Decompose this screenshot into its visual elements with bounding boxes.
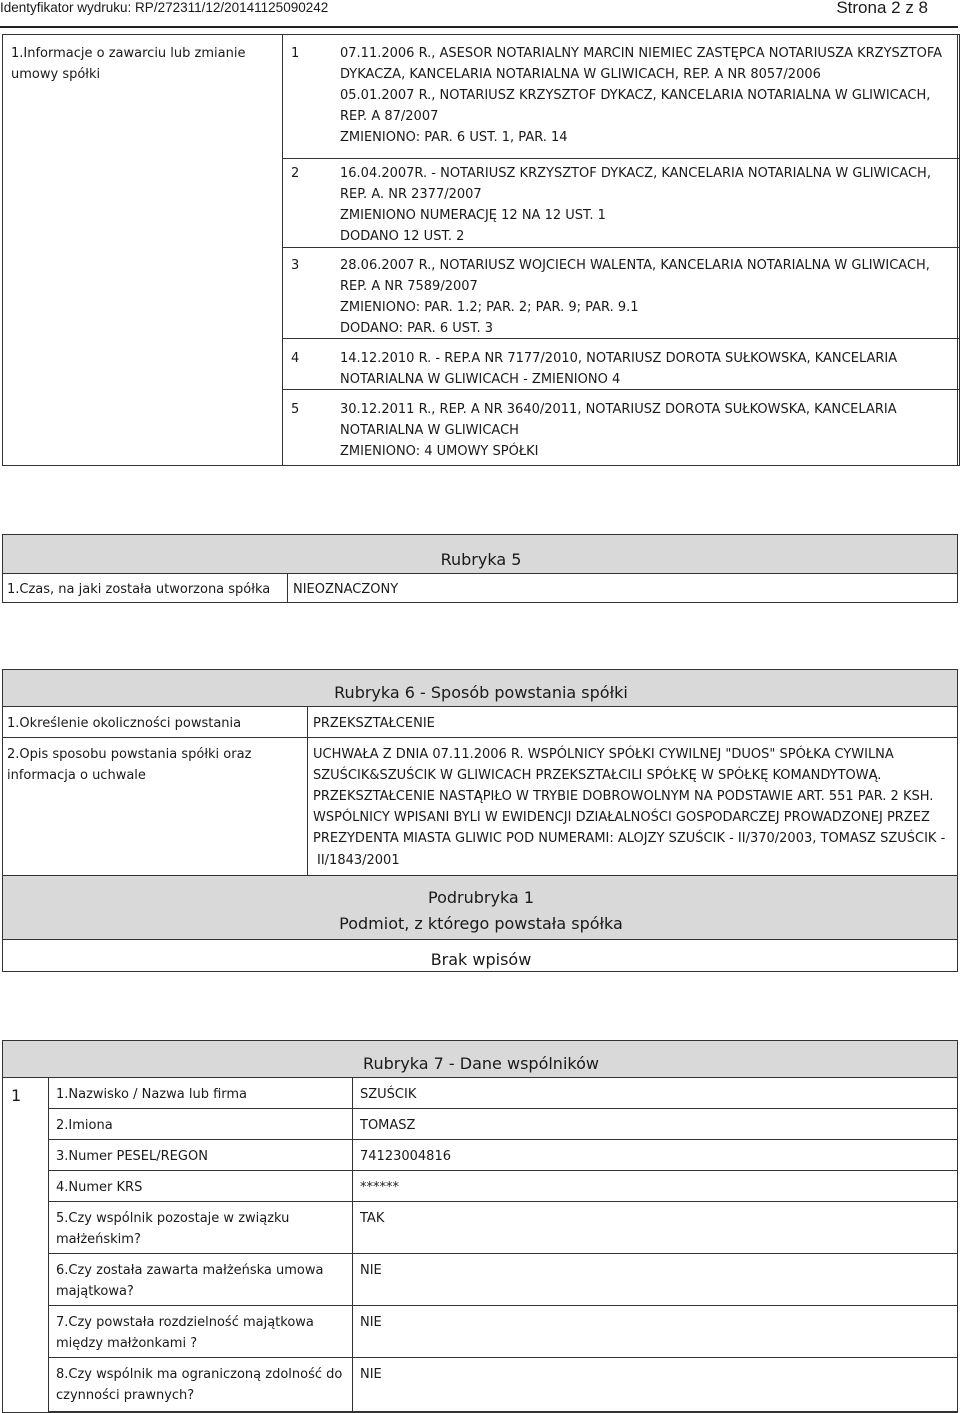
partner-field-divider [352,1171,353,1201]
rubryka5-title: Rubryka 5 [440,550,522,569]
partner-field-row [48,1254,957,1306]
partner-field-divider [352,1078,353,1108]
print-identifier: Identyfikator wydruku: RP/272311/12/20141125090242 [0,0,329,15]
rubryka7-partner-1 [2,1077,958,1413]
rubryka5-value: NIEOZNACZONY [293,582,399,597]
partner-number: 1 [11,1086,22,1105]
partner-field-row [48,1140,957,1171]
podrubryka1-subtitle: Podmiot, z którego powstała spółka [339,914,623,933]
partner-field-label: 3.Numer PESEL/REGON [56,1149,208,1164]
partner-field-value: TOMASZ [360,1118,416,1133]
entry-line: 05.01.2007 R., NOTARIUSZ KRZYSZTOF DYKACZ, KANCELARIA NOTARIALNA W GLIWICACH, [340,88,931,103]
entry-line: 07.11.2006 R., ASESOR NOTARIALNY MARCIN NIEMIEC ZASTĘPCA NOTARIUSZA KRZYSZTOFA [340,46,943,61]
entry-5 [282,389,960,466]
partner-field-label-cont: małżeńskim? [56,1232,141,1247]
partner-field-row [48,1358,957,1412]
rubryka6-row2-line: SZUŚCIK&SZUŚCIK W GLIWICACH PRZEKSZTAŁCILI SPÓŁKĘ W SPÓŁKĘ KOMANDYTOWĄ. [313,768,882,783]
partner-field-value: 74123004816 [360,1149,451,1164]
entry-number: 5 [291,402,300,417]
partner-field-divider [352,1358,353,1411]
partner-field-row [48,1078,957,1109]
entry-line: ZMIENIONO: PAR. 6 UST. 1, PAR. 14 [340,130,568,145]
rubryka6-row1-label: 1.Określenie okoliczności powstania [7,716,242,731]
partner-field-value: ****** [360,1180,399,1195]
rubryka6-row1-divider [307,707,308,737]
entry-1 [282,34,960,159]
entry-line: 30.12.2011 R., REP. A NR 3640/2011, NOTARIUSZ DOROTA SUŁKOWSKA, KANCELARIA [340,402,897,417]
entry-line: NOTARIALNA W GLIWICACH [340,423,519,438]
informacje-section [2,34,958,466]
entry-line: ZMIENIONO: 4 UMOWY SPÓŁKI [340,444,539,459]
entry-number: 4 [291,351,300,366]
entry-number: 2 [291,166,300,181]
entry-line: DODANO: PAR. 6 UST. 3 [340,321,493,336]
partner-field-label: 4.Numer KRS [56,1180,143,1195]
podrubryka1-empty: Brak wpisów [430,950,532,969]
entry-line: REP. A NR 7589/2007 [340,279,478,294]
rubryka6-row2-line: PRZEKSZTAŁCENIE NASTĄPIŁO W TRYBIE DOBROWOLNYM NA PODSTAWIE ART. 551 PAR. 2 KSH. [313,789,934,804]
partner-field-label-cont: czynności prawnych? [56,1388,195,1403]
partner-field-label: 7.Czy powstała rozdzielność majątkowa [56,1315,314,1330]
rubryka6-row2-label-line1: 2.Opis sposobu powstania spółki oraz [7,747,252,762]
partner-field-label: 2.Imiona [56,1118,113,1133]
entry-line: 16.04.2007R. - NOTARIUSZ KRZYSZTOF DYKACZ, KANCELARIA NOTARIALNA W GLIWICACH, [340,166,931,181]
entry-line: DODANO 12 UST. 2 [340,229,465,244]
rubryka7-header [2,1040,958,1078]
entry-number: 3 [291,258,300,273]
entry-3 [282,247,960,339]
partner-field-row [48,1109,957,1140]
rubryka5-row [2,573,958,603]
partner-field-row [48,1306,957,1358]
podrubryka1-title: Podrubryka 1 [428,888,534,907]
informacje-label-cell [2,34,283,466]
entry-line: ZMIENIONO NUMERACJĘ 12 NA 12 UST. 1 [340,208,606,223]
rubryka5-divider [287,574,288,602]
informacje-label-line1: 1.Informacje o zawarciu lub zmianie [11,46,246,61]
partner-field-divider [352,1140,353,1170]
page-number: Strona 2 z 8 [836,0,928,17]
partner-field-value: NIE [360,1367,382,1382]
podrubryka1-body [2,939,958,972]
rubryka6-row2-line: PREZYDENTA MIASTA GLIWIC POD NUMERAMI: ALOJZY SZUŚCIK - II/370/2003, TOMASZ SZUŚCIK - [313,831,946,846]
partner-field-row [48,1171,957,1202]
rubryka6-row2 [2,737,958,876]
rubryka6-row2-label-line2: informacja o uchwale [7,768,146,783]
podrubryka1-header [2,875,958,940]
entry-line: 28.06.2007 R., NOTARIUSZ WOJCIECH WALENTA, KANCELARIA NOTARIALNA W GLIWICACH, [340,258,930,273]
partner-field-row [48,1202,957,1254]
rubryka6-title: Rubryka 6 - Sposób powstania spółki [334,683,628,702]
entry-number: 1 [291,46,300,61]
partner-field-value: NIE [360,1315,382,1330]
rubryka5-header [2,534,958,574]
entry-4 [282,338,960,390]
partner-field-divider [352,1306,353,1357]
rubryka6-row1-value: PRZEKSZTAŁCENIE [313,716,435,731]
rubryka6-header [2,669,958,707]
partner-field-label: 1.Nazwisko / Nazwa lub firma [56,1087,248,1102]
entry-line: REP. A. NR 2377/2007 [340,187,482,202]
rubryka6-row1 [2,706,958,738]
rubryka6-row2-divider [307,738,308,875]
partner-field-label-cont: majątkowa? [56,1284,134,1299]
partner-field-value: NIE [360,1263,382,1278]
partner-field-value: TAK [360,1211,385,1226]
partner-field-divider [352,1109,353,1139]
entry-line: DYKACZA, KANCELARIA NOTARIALNA W GLIWICACH, REP. A NR 8057/2006 [340,67,821,82]
partner-field-label: 5.Czy wspólnik pozostaje w związku [56,1211,290,1226]
entry-line: 14.12.2010 R. - REP.A NR 7177/2010, NOTARIUSZ DOROTA SUŁKOWSKA, KANCELARIA [340,351,898,366]
entry-2 [282,158,960,248]
partner-field-label: 6.Czy została zawarta małżeńska umowa [56,1263,324,1278]
entry-line: REP. A 87/2007 [340,109,439,124]
rubryka5-label: 1.Czas, na jaki została utworzona spółka [7,582,271,597]
informacje-label-line2: umowy spółki [11,67,101,82]
entry-line: NOTARIALNA W GLIWICACH - ZMIENIONO 4 [340,372,621,387]
partner-number-cell [3,1078,49,1412]
header-divider [0,26,958,28]
rubryka7-title: Rubryka 7 - Dane wspólników [363,1054,599,1073]
partner-field-label-cont: między małżonkami ? [56,1336,198,1351]
rubryka6-row2-line: UCHWAŁA Z DNIA 07.11.2006 R. WSPÓLNICY SPÓŁKI CYWILNEJ "DUOS" SPÓŁKA CYWILNA [313,747,894,762]
entry-line: ZMIENIONO: PAR. 1.2; PAR. 2; PAR. 9; PAR. 9.1 [340,300,639,315]
rubryka6-row2-line: WSPÓLNICY WPISANI BYLI W EWIDENCJI DZIAŁALNOŚCI GOSPODARCZEJ PROWADZONEJ PRZEZ [313,810,930,825]
rubryka6-row2-line: II/1843/2001 [317,853,400,868]
partner-field-divider [352,1202,353,1253]
partner-field-label: 8.Czy wspólnik ma ograniczoną zdolność do [56,1367,343,1382]
partner-field-value: SZUŚCIK [360,1087,417,1102]
partner-field-divider [352,1254,353,1305]
